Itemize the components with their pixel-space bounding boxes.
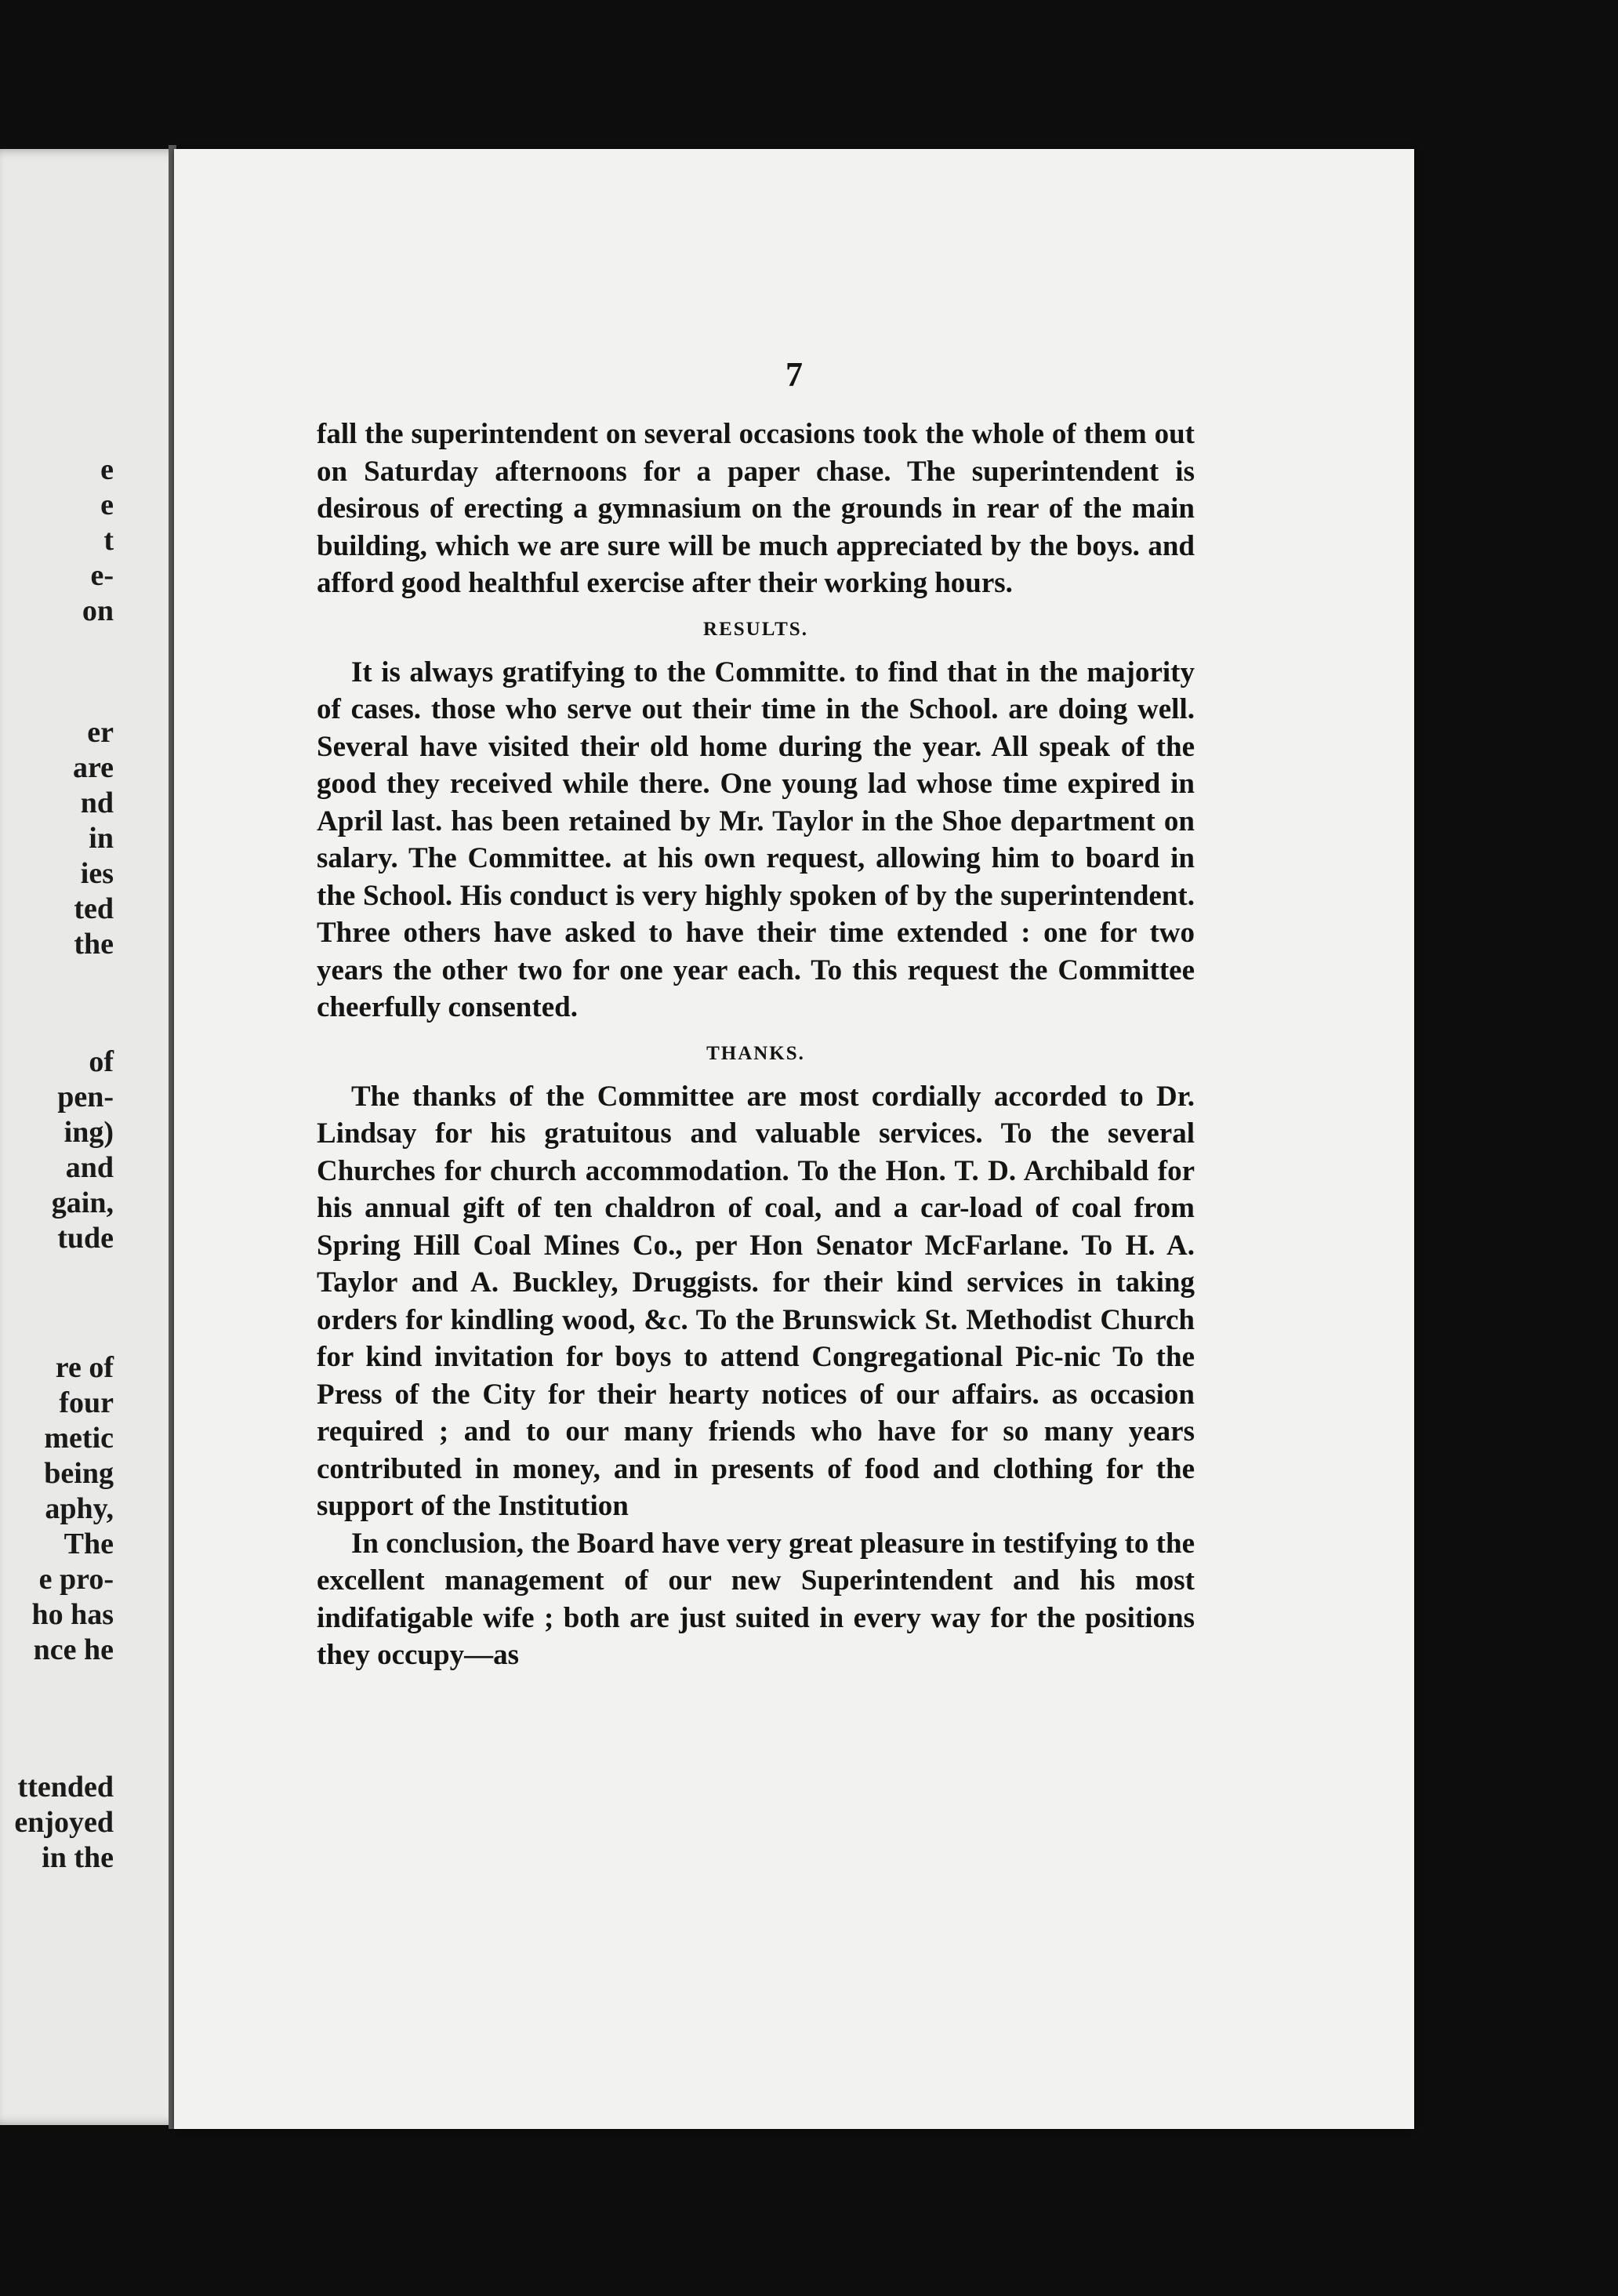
left-page-fragment: The [63, 1528, 114, 1560]
intro-paragraph: fall the superintendent on several occasions took the whole of them out on Saturday afternoons for a paper chase. The superintendent is desirous of erecting a gymnasium on the grounds in rear of the main building, which we are sure will be much appreciated by the boys. and afford good healthful exercise after their working hours. [317, 418, 1195, 599]
left-page-fragment: er [87, 716, 114, 749]
left-page-fragment: gain, [51, 1186, 114, 1219]
left-page-fragment: nce he [33, 1633, 114, 1666]
left-page-fragment: enjoyed [14, 1806, 114, 1839]
left-page-fragment: the [74, 928, 114, 961]
left-page-fragment: nd [80, 787, 114, 819]
left-page-fragment: re of [55, 1351, 114, 1384]
left-page-fragment: ing) [63, 1116, 114, 1149]
left-page-fragment: are [72, 751, 114, 784]
left-page-fragment: metic [44, 1422, 114, 1455]
left-page-fragment: in [89, 822, 114, 855]
left-page-fragment: on [82, 594, 114, 627]
left-page-fragment: of [89, 1045, 114, 1078]
left-page-fragment: tude [57, 1222, 114, 1255]
left-page-fragment: t [103, 524, 114, 557]
left-page-fragment: in the [42, 1841, 114, 1874]
left-page-fragment: e pro- [38, 1563, 114, 1596]
left-page-fragment: being [44, 1457, 114, 1490]
left-page-fragment: e [100, 489, 114, 521]
left-page-fragment: and [65, 1151, 114, 1184]
left-page-fragment: pen- [57, 1081, 114, 1113]
left-page-fragment: ted [74, 892, 114, 925]
thanks-heading: THANKS. [706, 1042, 805, 1064]
thanks-paragraph: The thanks of the Committee are most cordially accorded to Dr. Lindsay for his gratuitous and valuable services. To the several Churches for church accommodation. To the Hon. T. D. Archibald for his annual gift of ten chaldron of coal, and a car-load of coal from Spring Hill Coal Mines Co., per Hon Senator McFarlane. To H. A. Taylor and A. Buckley, Druggists. for their kind services in taking orders for kindling wood, &c. To the Brunswick St. Methodist Church for kind invitation for boys to attend Congregational Pic-nic To the Press of the City for their hearty notices of our affairs. as occasion required ; and to our many friends who have for so many years contributed in money, and in presents of food and clothing for the support of the Institution [317, 1080, 1195, 1522]
results-paragraph: It is always gratifying to the Committe. to find that in the majority of cases. those who serve out their time in the School. are doing well. Several have visited their old home during the year. All speak of the good they received while there. One young lad whose time expired in April last. has been retained by Mr. Taylor in the Shoe department on salary. The Committee. at his own request, allowing him to board in the School. His conduct is very highly spoken of by the superintendent. Three others have asked to have their time extended : one for two years the other two for one year each. To this request the Committee cheerfully consented. [317, 656, 1195, 1023]
left-page-fragment: ies [80, 857, 114, 890]
left-page-fragment: e- [90, 559, 114, 592]
document-page [174, 149, 1414, 2129]
results-heading: RESULTS. [703, 618, 808, 640]
left-page-fragment: ho has [31, 1598, 114, 1631]
conclusion-paragraph: In conclusion, the Board have very great pleasure in testifying to the excellent management of our new Superintendent and his most indifatigable wife ; both are just suited in every way for the positions they occupy—as [317, 1527, 1195, 1671]
left-page-fragment: four [59, 1386, 114, 1419]
left-page-fragment: ttended [17, 1771, 114, 1804]
left-page-fragment: e [100, 453, 114, 486]
text-column [317, 416, 1195, 1674]
page-number: 7 [785, 355, 803, 394]
left-page-fragment: aphy, [45, 1492, 114, 1525]
